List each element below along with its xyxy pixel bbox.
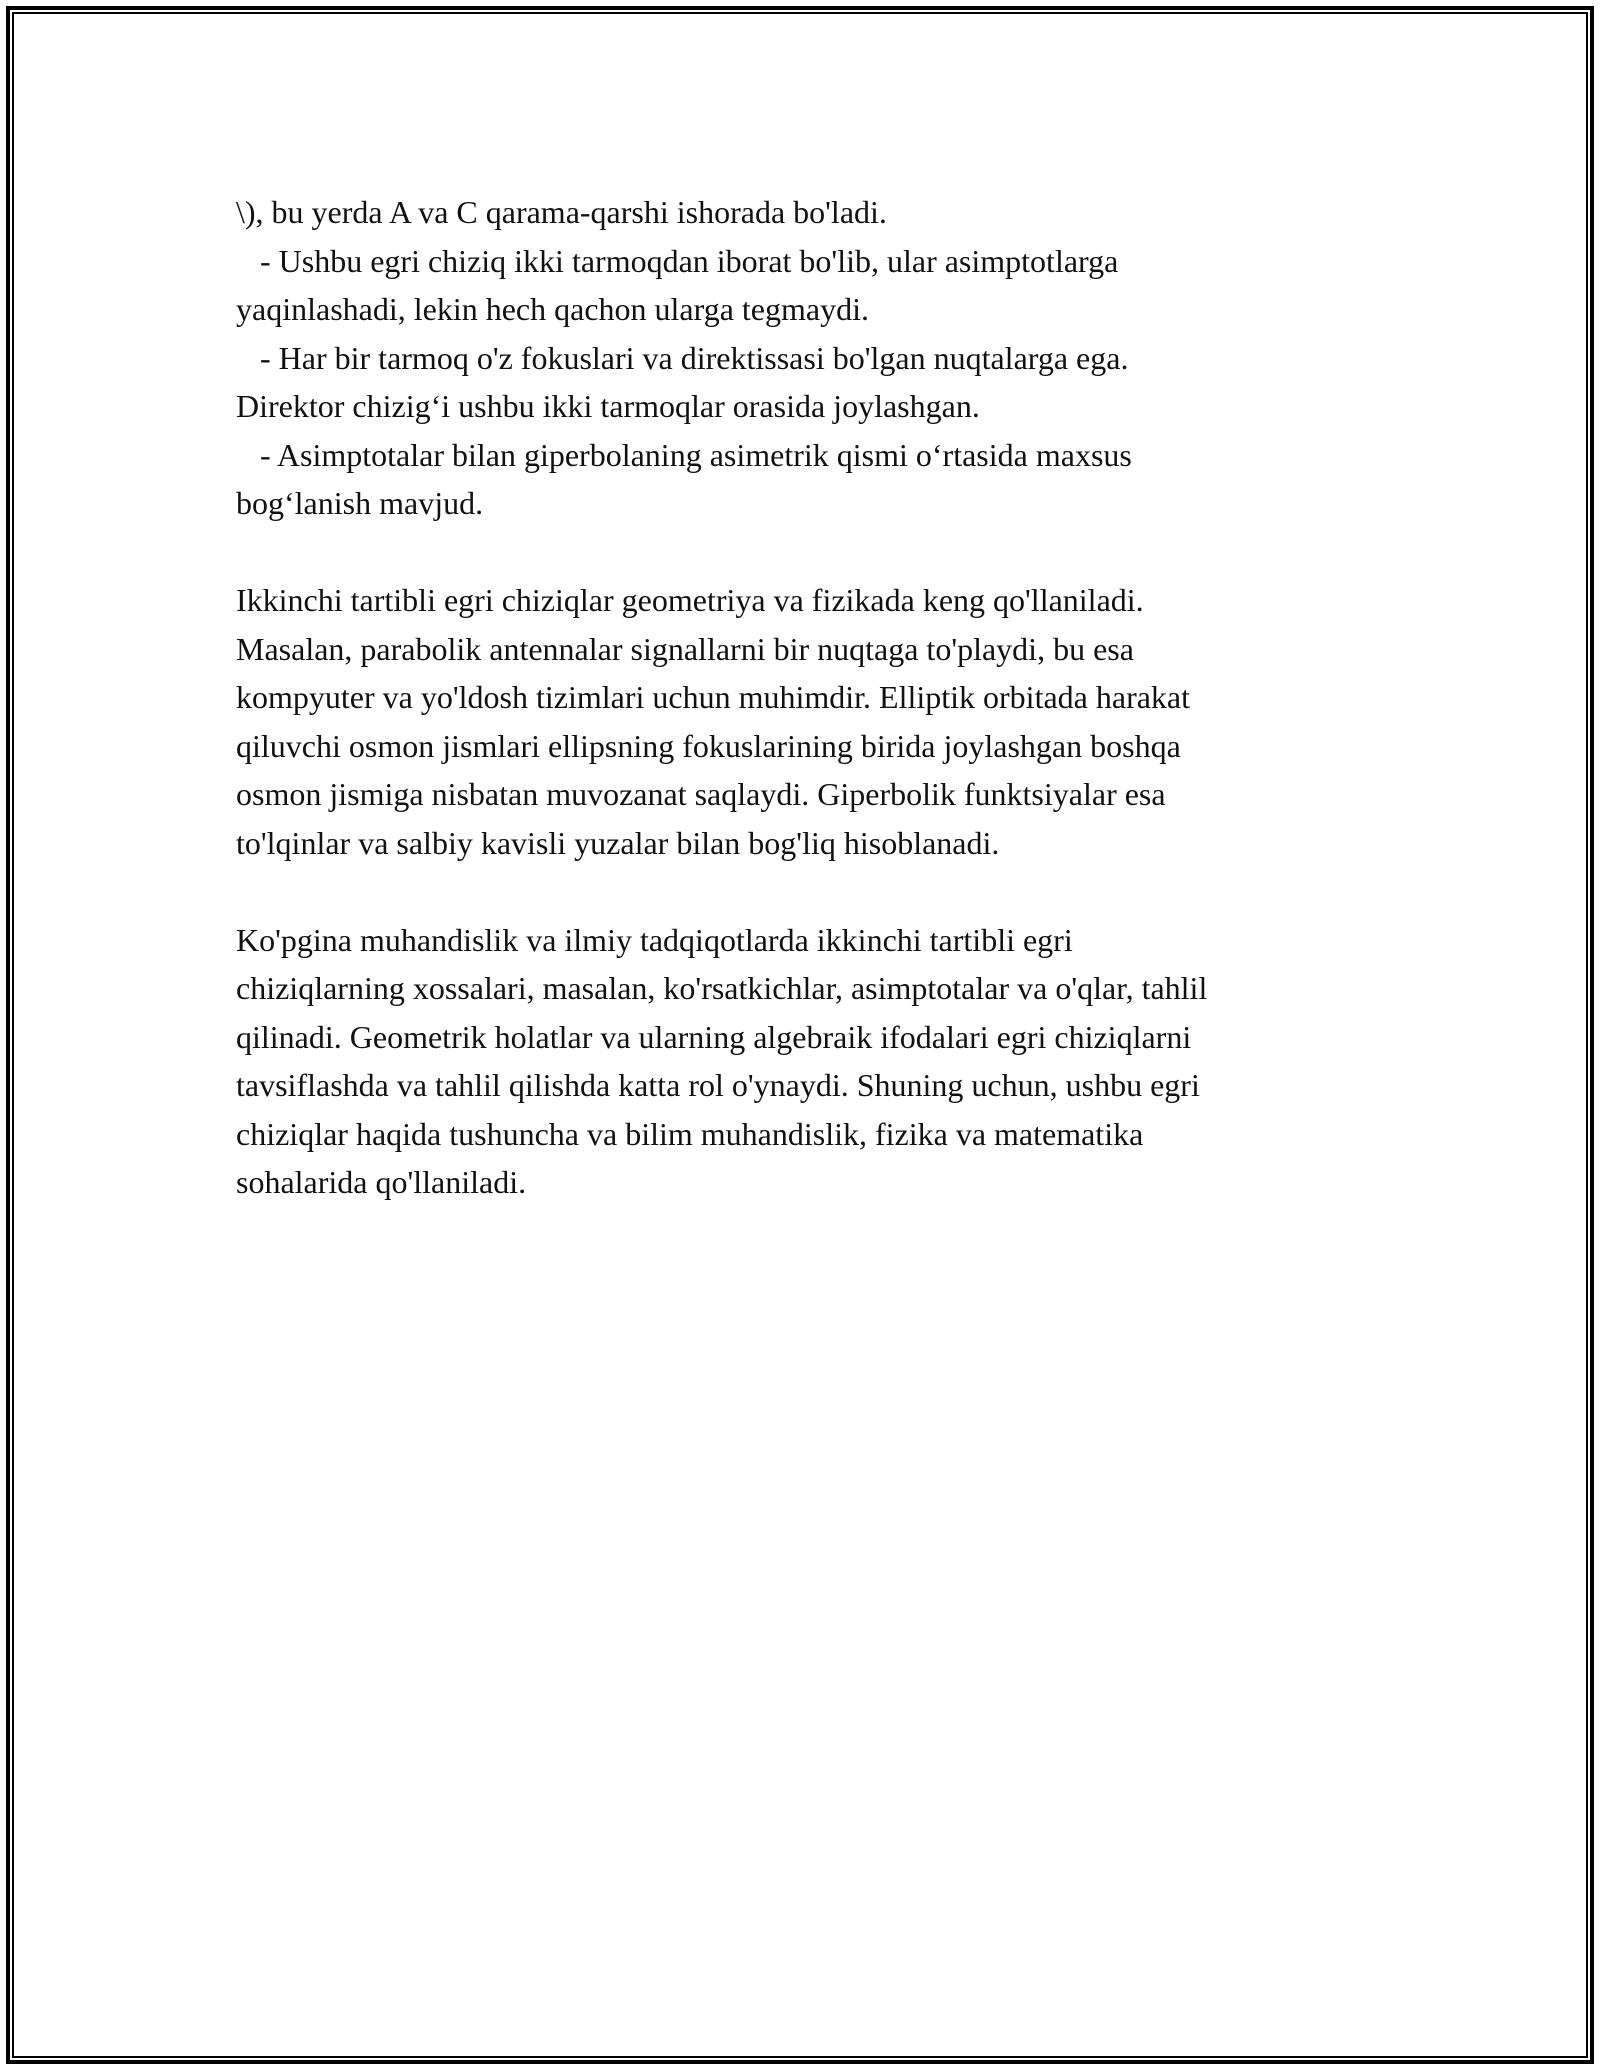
text-line: kompyuter va yo'ldosh tizimlari uchun muhimdir. Elliptik orbitada harakat xyxy=(236,679,1191,715)
text-line: yaqinlashadi, lekin hech qachon ularga tegmaydi. xyxy=(236,291,869,327)
text-line: osmon jismiga nisbatan muvozanat saqlaydi. Giperbolik funktsiyalar esa xyxy=(236,776,1166,812)
paragraph-research xyxy=(236,916,1366,1207)
text-line: - Asimptotalar bilan giperbolaning asimetrik qismi o‘rtasida maxsus xyxy=(236,436,1132,473)
document-body xyxy=(236,188,1366,1207)
paragraph-applications xyxy=(236,576,1366,867)
text-line: qiluvchi osmon jismlari ellipsning fokuslarining birida joylashgan boshqa xyxy=(236,727,1181,764)
text-line: Ikkinchi tartibli egri chiziqlar geometriya va fizikada keng qo'llaniladi. xyxy=(236,582,1144,618)
text-line: \), bu yerda A va C qarama-qarshi ishorada bo'ladi. xyxy=(236,194,887,230)
paragraph-spacer xyxy=(236,867,1366,916)
text-line: tavsiflashda va tahlil qilishda katta rol o'ynaydi. Shuning uchun, ushbu egri xyxy=(236,1067,1200,1103)
text-line: to'lqinlar va salbiy kavisli yuzalar bilan bog'liq hisoblanadi. xyxy=(236,824,1000,861)
text-line: qilinadi. Geometrik holatlar va ularning algebraik ifodalari egri chiziqlarni xyxy=(236,1018,1192,1055)
text-line: - Har bir tarmoq o'z fokuslari va direktissasi bo'lgan nuqtalarga ega. xyxy=(236,339,1129,376)
paragraph-spacer xyxy=(236,528,1366,577)
text-line: chiziqlar haqida tushuncha va bilim muhandislik, fizika va matematika xyxy=(236,1115,1144,1152)
text-line: Ko'pgina muhandislik va ilmiy tadqiqotlarda ikkinchi tartibli egri xyxy=(236,921,1073,958)
text-line: sohalarida qo'llaniladi. xyxy=(236,1164,527,1200)
text-line: Masalan, parabolik antennalar signallarni bir nuqtaga to'playdi, bu esa xyxy=(236,630,1134,667)
text-line: - Ushbu egri chiziq ikki tarmoqdan iborat bo'lib, ular asimptotlarga xyxy=(236,242,1119,279)
text-line: bog‘lanish mavjud. xyxy=(236,485,484,521)
text-line: chiziqlarning xossalari, masalan, ko'rsatkichlar, asimptotalar va o'qlar, tahlil xyxy=(236,970,1208,1006)
paragraph-hyperbola-notes xyxy=(236,188,1366,528)
text-line: Direktor chizig‘i ushbu ikki tarmoqlar orasida joylashgan. xyxy=(236,388,980,424)
